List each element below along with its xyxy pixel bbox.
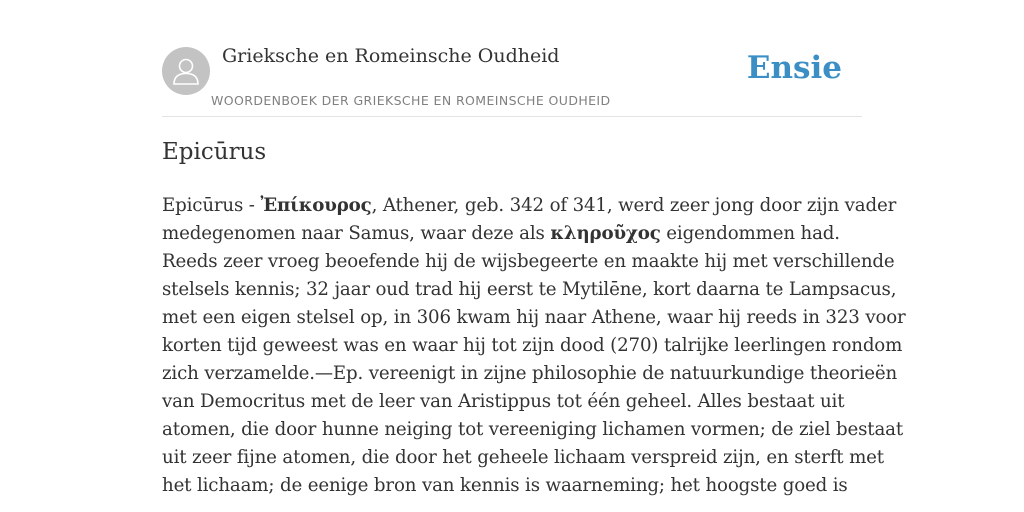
source-header [162, 40, 862, 117]
entry-line [162, 360, 898, 388]
entry-line [162, 472, 868, 500]
entry-text: Reeds zeer vroeg beoefende hij de wijsbegeerte en maakte hij met verschillende [162, 251, 895, 272]
entry-text: Epicūrus - [162, 195, 261, 216]
entry-text: uit zeer fijne atomen, die door het geheele lichaam verspreid zijn, en sterft met [162, 447, 884, 468]
entry-line [162, 192, 897, 220]
entry-text: het lichaam; de eenige bron van kennis is waarneming; het hoogste goed is [162, 475, 848, 496]
user-placeholder-icon[interactable] [162, 47, 210, 95]
entry-text: met een eigen stelsel op, in 306 kwam hij naar Athene, waar hij reeds in 323 voor [162, 307, 906, 328]
entry-line [162, 416, 904, 444]
entry-line [162, 276, 897, 304]
entry-line [162, 220, 868, 248]
greek-term: Ἐπίκουρος [260, 195, 372, 216]
entry-text: medegenomen naar Samus, waar deze als [162, 223, 551, 244]
entry-line [162, 304, 906, 332]
entry-title: Epicūrus [162, 139, 267, 165]
greek-term: κληροῦχος [550, 223, 661, 244]
entry-text: atomen, die door hunne neiging tot vereeniging lichamen vormen; de ziel bestaat [162, 419, 904, 440]
entry-line [162, 444, 884, 472]
source-subtitle[interactable]: WOORDENBOEK DER GRIEKSCHE EN ROMEINSCHE OUDHEID [211, 93, 611, 108]
entry-text: , Athener, geb. 342 of 341, werd zeer jong door zijn vader [371, 195, 897, 216]
entry-body [162, 192, 906, 500]
brand-logo[interactable]: Ensie [746, 50, 842, 86]
source-title[interactable]: Grieksche en Romeinsche Oudheid [222, 45, 560, 67]
entry-text: van Democritus met de leer van Aristippus tot één geheel. Alles bestaat uit [162, 391, 845, 412]
entry-line [162, 248, 895, 276]
entry-text: korten tijd geweest was en waar hij tot zijn dood (270) talrijke leerlingen rondom [162, 335, 903, 356]
entry-line [162, 332, 903, 360]
entry-text: zich verzamelde.—Ep. vereenigt in zijne philosophie de natuurkundige theorieën [162, 363, 898, 384]
entry-line [162, 388, 868, 416]
entry-text: stelsels kennis; 32 jaar oud trad hij eerst te Mytilēne, kort daarna te Lampsacus, [162, 279, 897, 300]
entry-text: eigendommen had. [660, 223, 840, 244]
